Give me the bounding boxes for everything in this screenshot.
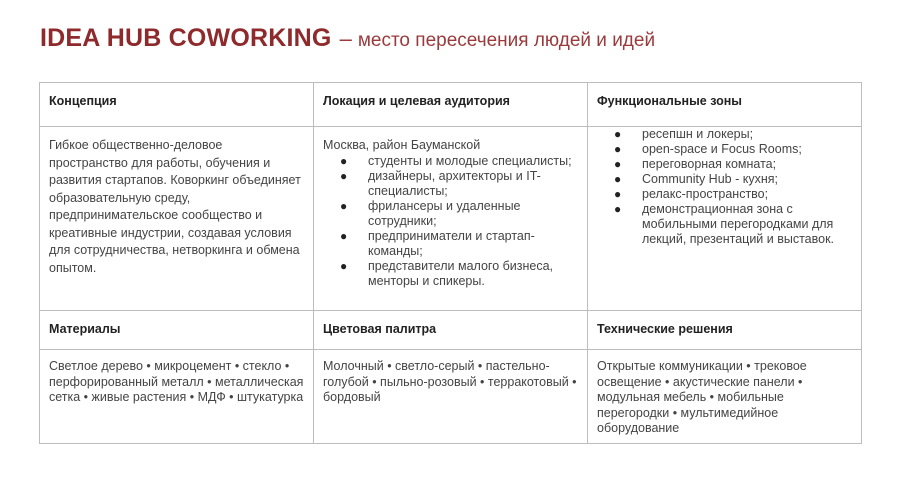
cell-zones-header: [588, 83, 862, 127]
cell-location-header: [314, 83, 588, 127]
bullet-icon: ●: [614, 157, 622, 171]
cell-tech-header: [588, 311, 862, 350]
list-item: ● дизайнеры, архитекторы и IT-специалисты;: [340, 169, 541, 198]
table-row: [40, 350, 862, 444]
bullet-icon: ●: [614, 187, 622, 201]
title-dash: –: [339, 26, 352, 51]
bullet-icon: ●: [340, 154, 348, 168]
cell-concept-header: [40, 83, 314, 127]
list-item: ● представители малого бизнеса, менторы и спикеры.: [340, 259, 554, 288]
list-item: ● студенты и молодые специалисты;: [340, 154, 572, 168]
list-item: ● релакс-пространство;: [614, 187, 769, 201]
audience-list: [323, 154, 578, 289]
concept-text: Гибкое общественно-деловое пространство для работы, обучения и развития стартапов. Коворкинг объединяет образовательную среду, предпринимательское сообщество и креативные индустрии, создавая условия для сотрудничества, нетворкинга и обмена опытом.: [49, 138, 301, 275]
list-item: ● демонстрационная зона с мобильными перегородками для лекций, презентаций и выставок.: [614, 202, 835, 246]
bullet-icon: ●: [340, 169, 348, 183]
cell-zones-body: [588, 127, 862, 311]
location-intro: Москва, район Бауманской: [323, 138, 481, 152]
materials-text: Светлое дерево • микроцемент • стекло • перфорированный металл • металлическая сетка • живые растения • МДФ • штукатурка: [49, 359, 304, 404]
bullet-icon: ●: [614, 127, 622, 141]
location-heading: Локация и целевая аудитория: [323, 94, 510, 108]
bullet-icon: ●: [340, 199, 348, 213]
bullet-icon: ●: [340, 229, 348, 243]
palette-text: Молочный • светло-серый • пастельно-голубой • пыльно-розовый • терракотовый • бордовый: [323, 359, 577, 404]
page-subtitle: место пересечения людей и идей: [357, 30, 656, 51]
table-row: [40, 311, 862, 350]
palette-heading: Цветовая палитра: [323, 322, 437, 336]
bullet-icon: ●: [340, 259, 348, 273]
cell-location-body: [314, 127, 588, 311]
list-item: ● ресепшн и локеры;: [614, 127, 754, 141]
tech-text: Открытые коммуникации • трековое освещение • акустические панели • модульная мебель • мобильные перегородки • мультимедийное оборудование: [597, 359, 807, 435]
cell-materials-header: [40, 311, 314, 350]
bullet-icon: ●: [614, 202, 622, 216]
bullet-icon: ●: [614, 142, 622, 156]
table-row: [40, 83, 862, 127]
list-item: ● предприниматели и стартап-команды;: [340, 229, 535, 258]
table-row: [40, 127, 862, 311]
bullet-icon: ●: [614, 172, 622, 186]
cell-concept-body: [40, 127, 314, 311]
list-item: ● open-space и Focus Rooms;: [614, 142, 802, 156]
list-item: ● фрилансеры и удаленные сотрудники;: [340, 199, 521, 228]
cell-palette-body: [314, 350, 588, 444]
info-table: [39, 82, 862, 444]
page-title: [40, 24, 655, 53]
brand-name: IDEA HUB COWORKING: [40, 24, 332, 52]
tech-heading: Технические решения: [597, 322, 733, 336]
list-item: ● Community Hub - кухня;: [614, 172, 778, 186]
concept-heading: Концепция: [49, 94, 117, 108]
cell-materials-body: [40, 350, 314, 444]
list-item: ● переговорная комната;: [614, 157, 777, 171]
cell-tech-body: [588, 350, 862, 444]
zones-list: [597, 127, 852, 247]
cell-palette-header: [314, 311, 588, 350]
zones-heading: Функциональные зоны: [597, 94, 742, 108]
materials-heading: Материалы: [49, 322, 121, 336]
